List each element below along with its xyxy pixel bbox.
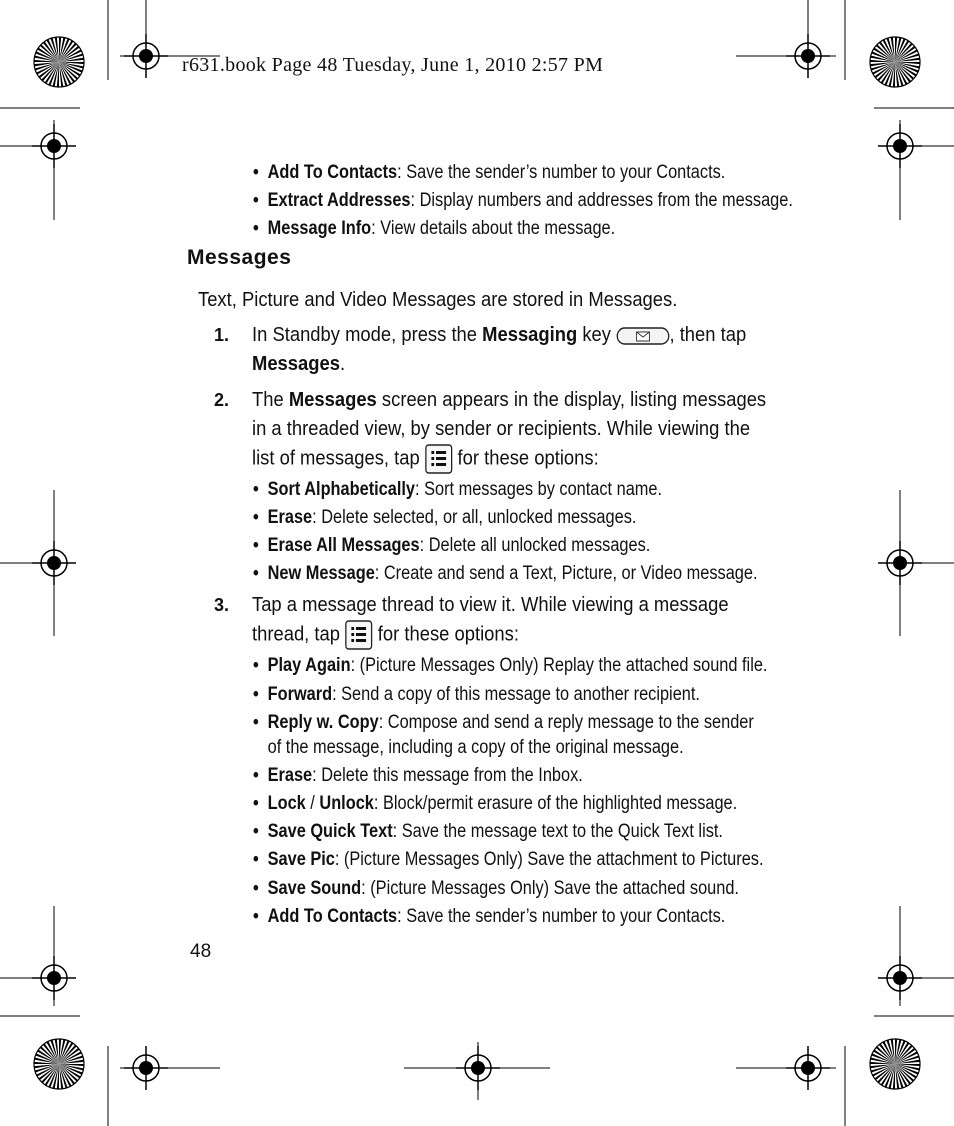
starburst-mark <box>870 37 920 87</box>
section-intro: Text, Picture and Video Messages are stored in Messages. <box>198 289 678 311</box>
list-item: • Reply w. Copy: Compose and send a reply message to the sender of the message, including a copy of the original message. <box>253 712 754 758</box>
list-item: • Add To Contacts: Save the sender’s number to your Contacts. <box>253 162 726 183</box>
page-header: r631.book Page 48 Tuesday, June 1, 2010 2:57 PM <box>182 54 604 76</box>
list-item: • Erase All Messages: Delete all unlocked messages. <box>253 535 651 556</box>
starburst-mark <box>34 37 84 87</box>
step-number: 3. <box>214 595 230 615</box>
starburst-mark <box>870 1039 920 1089</box>
list-item: • Play Again: (Picture Messages Only) Replay the attached sound file. <box>253 655 768 676</box>
list-item: • Message Info: View details about the message. <box>253 218 616 239</box>
list-item: • Extract Addresses: Display numbers and addresses from the message. <box>253 190 793 211</box>
list-item: • Save Quick Text: Save the message text to the Quick Text list. <box>253 821 723 842</box>
step-number: 1. <box>214 325 230 345</box>
page-number: 48 <box>190 941 212 962</box>
list-item: • Forward: Send a copy of this message to another recipient. <box>253 684 700 705</box>
step-number: 2. <box>214 390 230 410</box>
menu-list-icon <box>345 620 373 650</box>
list-item: • Erase: Delete this message from the Inbox. <box>253 765 583 786</box>
list-item: • Save Sound: (Picture Messages Only) Save the attached sound. <box>253 878 739 899</box>
envelope-key-icon <box>616 326 669 346</box>
starburst-mark <box>34 1039 84 1089</box>
list-item: • Save Pic: (Picture Messages Only) Save the attachment to Pictures. <box>253 849 764 870</box>
list-item: • Sort Alphabetically: Sort messages by contact name. <box>253 479 663 500</box>
menu-list-icon <box>425 444 453 474</box>
section-title: Messages <box>187 246 292 269</box>
list-item: • Add To Contacts: Save the sender’s number to your Contacts. <box>253 906 726 927</box>
list-item: • Erase: Delete selected, or all, unlocked messages. <box>253 507 637 528</box>
list-item: • Lock / Unlock: Block/permit erasure of the highlighted message. <box>253 793 738 814</box>
list-item: • New Message: Create and send a Text, Picture, or Video message. <box>253 563 758 584</box>
